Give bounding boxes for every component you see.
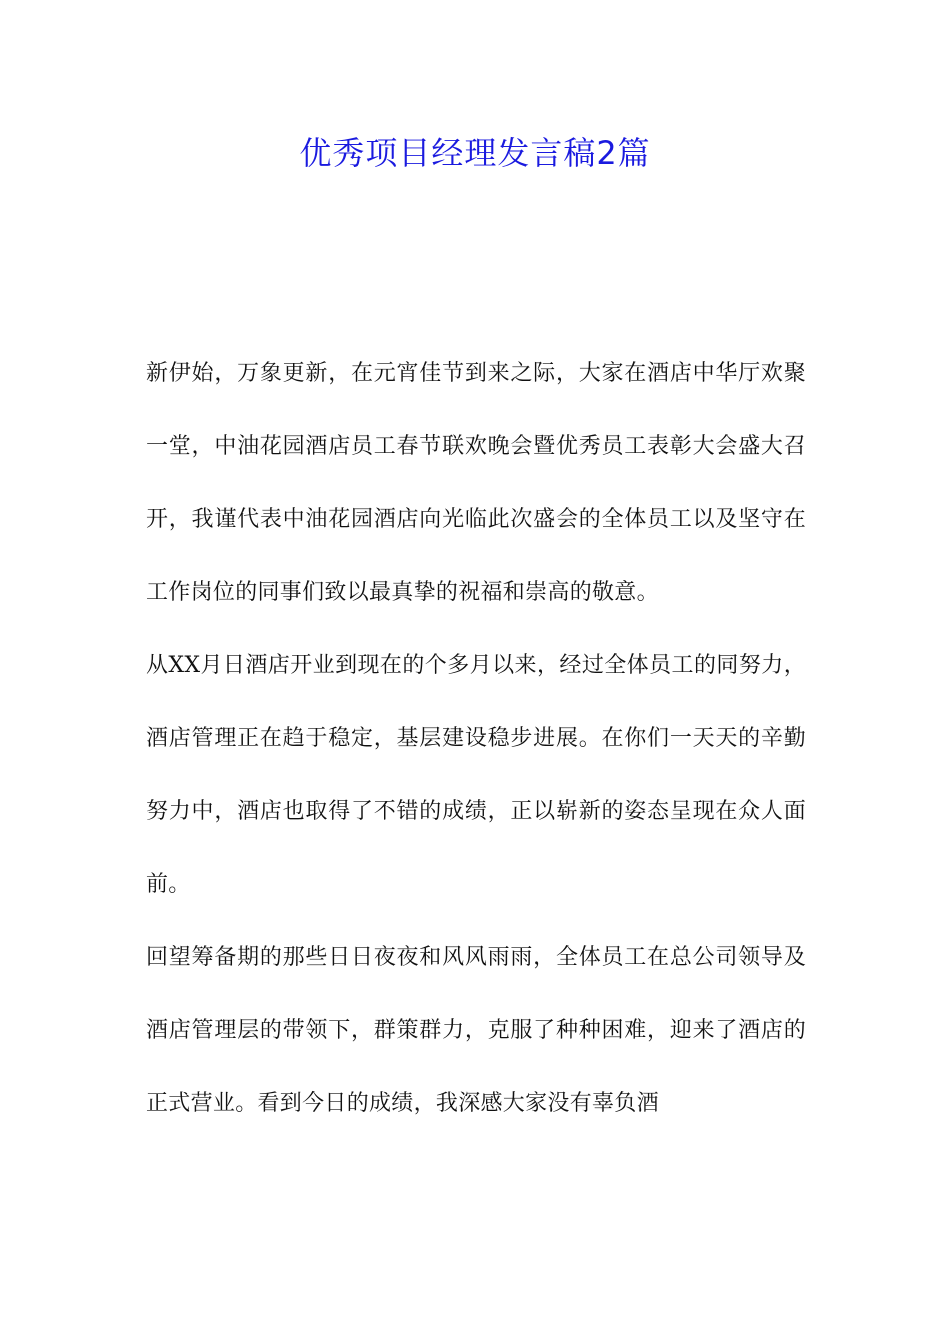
document-title: 优秀项目经理发言稿2篇 xyxy=(299,134,651,172)
paragraph: 回望筹备期的那些日日夜夜和风风雨雨，全体员工在总公司领导及酒店管理层的带领下，群策群力，克服了种种困难，迎来了酒店的正式营业。看到今日的成绩，我深感大家没有辜负酒 xyxy=(146,945,806,1116)
document-body xyxy=(146,337,806,1140)
paragraph: 从XX月日酒店开业到现在的个多月以来，经过全体员工的同努力，酒店管理正在趋于稳定，基层建设稳步进展。在你们一天天的辛勤努力中，酒店也取得了不错的成绩，正以崭新的姿态呈现在众人面前。 xyxy=(146,653,806,897)
paragraph: 新伊始，万象更新，在元宵佳节到来之际，大家在酒店中华厅欢聚一堂，中油花园酒店员工春节联欢晚会暨优秀员工表彰大会盛大召开，我谨代表中油花园酒店向光临此次盛会的全体员工以及坚守在工作岗位的同事们致以最真挚的祝福和崇高的敬意。 xyxy=(146,361,806,605)
